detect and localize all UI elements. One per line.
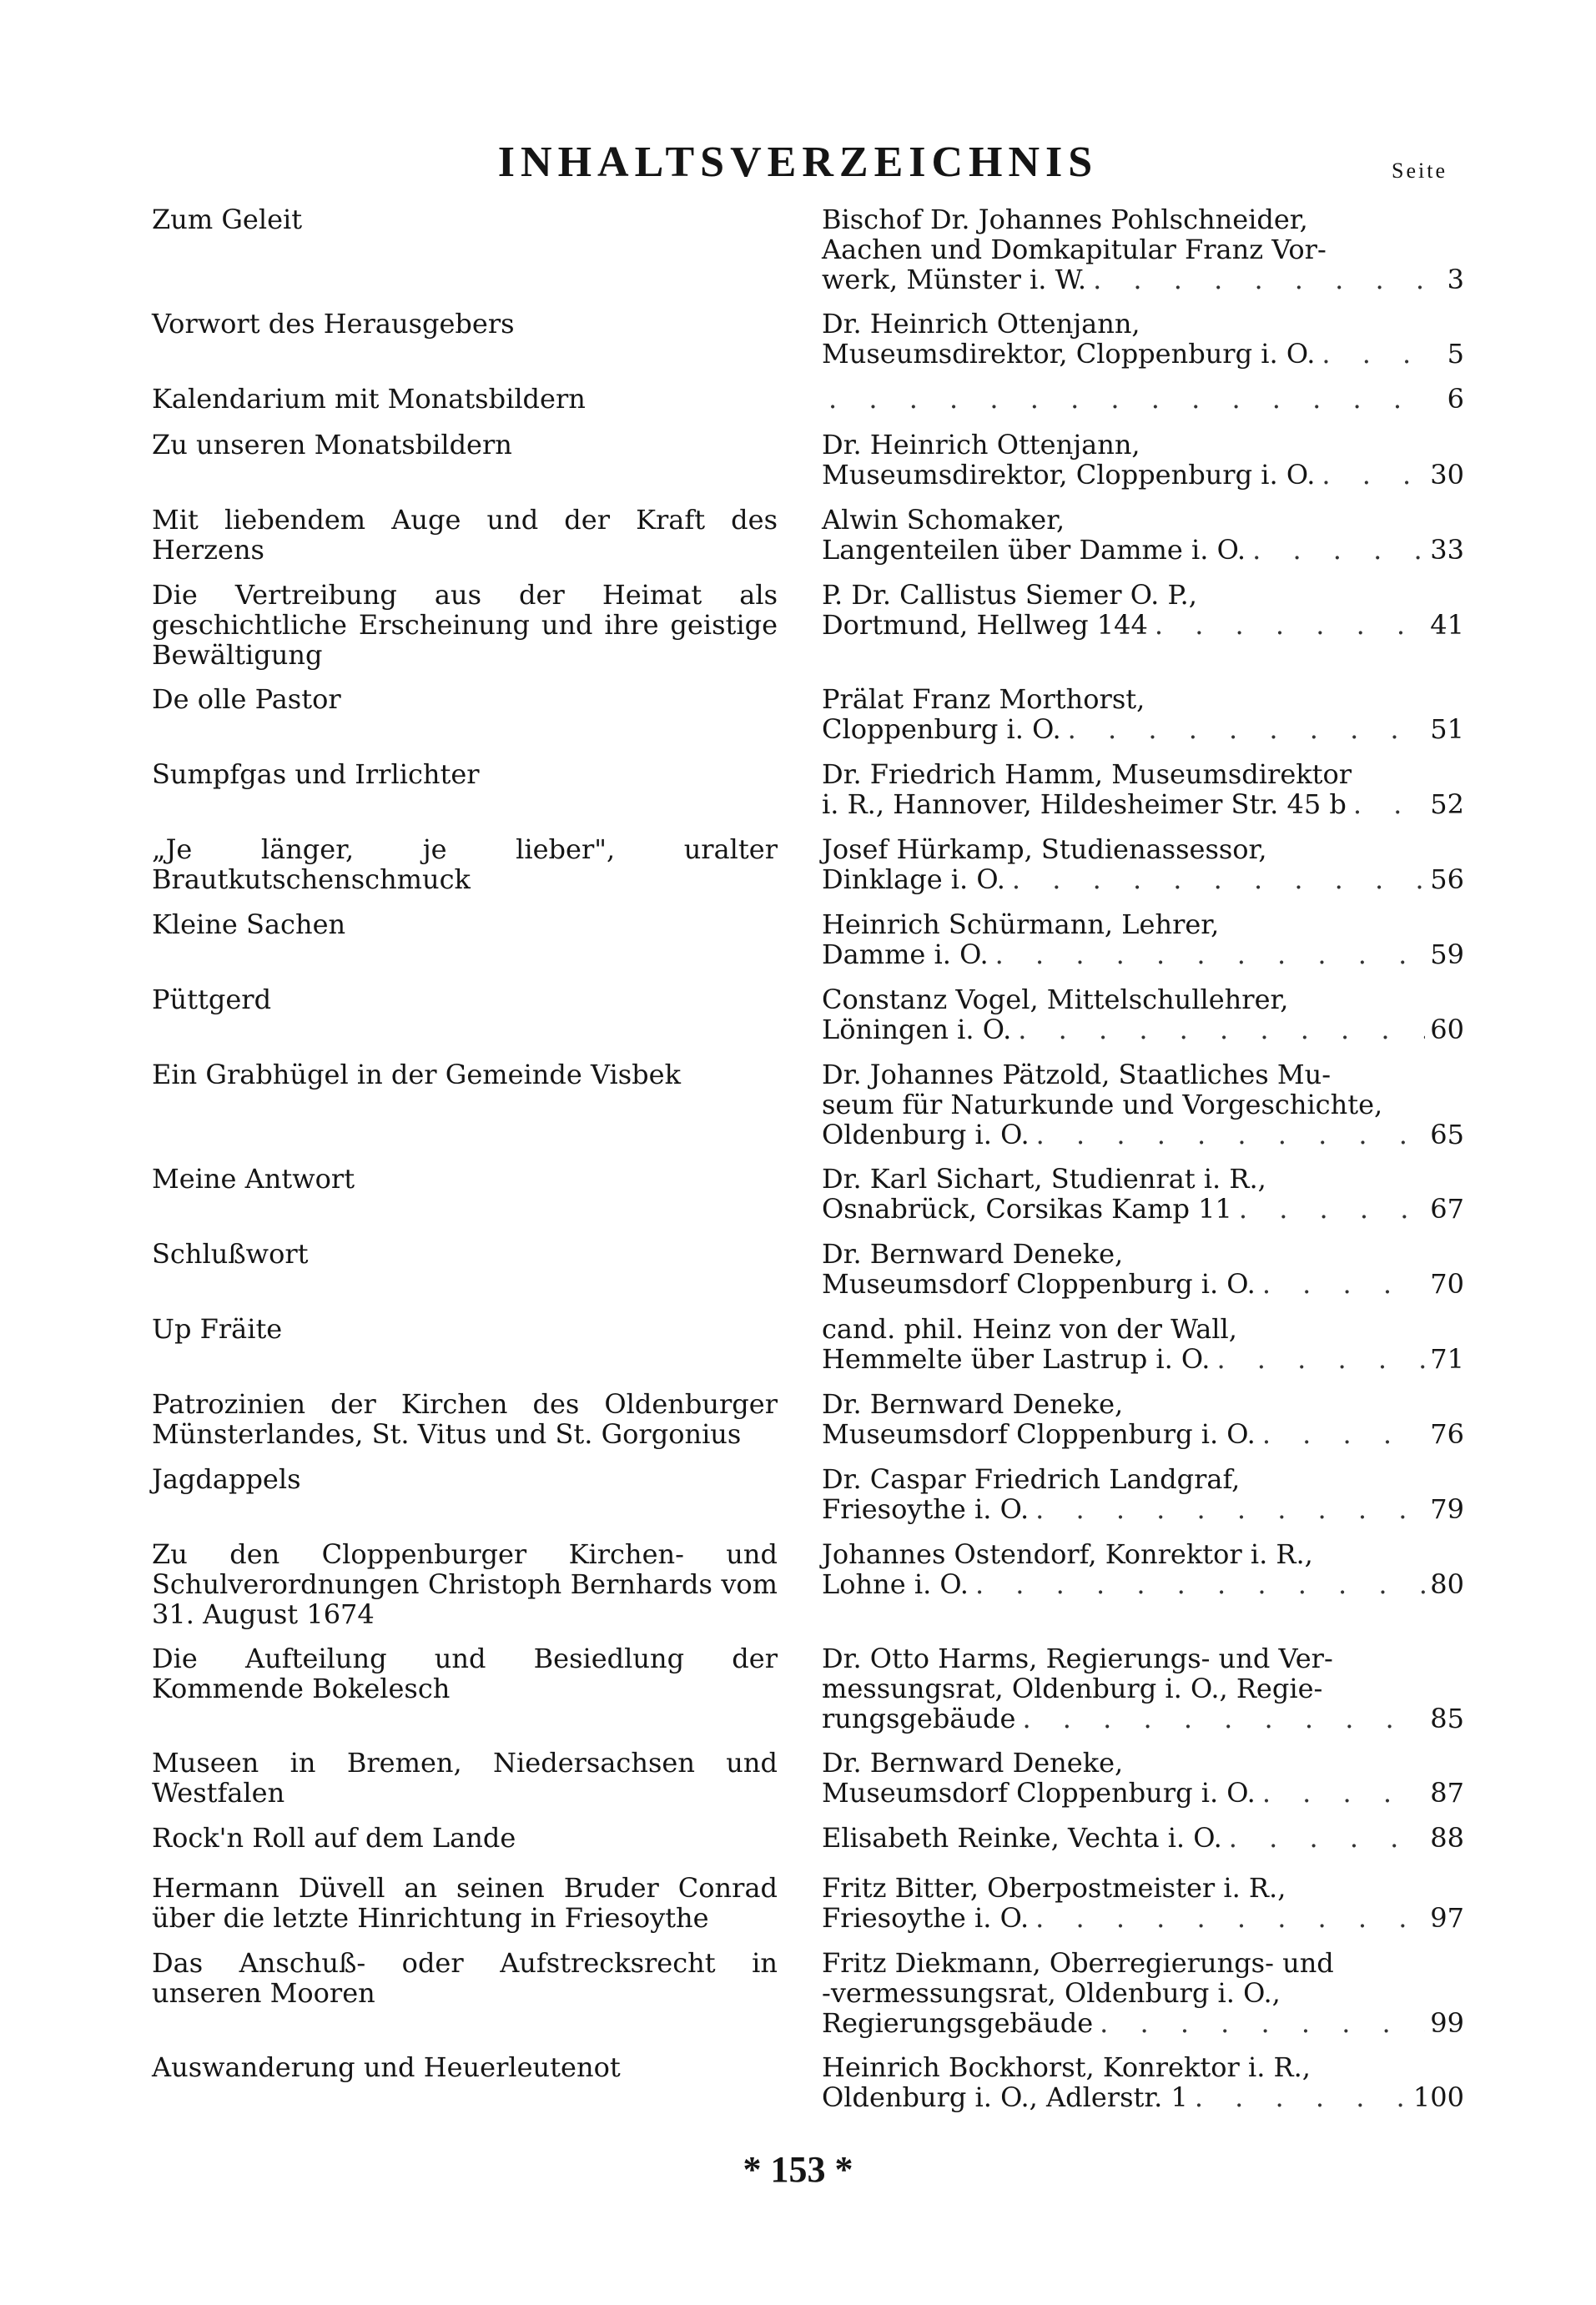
toc-entry-author xyxy=(822,430,1464,490)
author-line-text: Dr. Johannes Pätzold, Staatliches Mu- xyxy=(822,1059,1332,1090)
toc-entry-page: 85 xyxy=(1430,1703,1464,1734)
author-line-text: Elisabeth Reinke, Vechta i. O. xyxy=(822,1822,1222,1854)
author-line-text: rungsgebäude xyxy=(822,1703,1016,1734)
toc-entry-title: Das Anschuß- oder Aufstrecksrecht in unseren Mooren xyxy=(152,1947,778,2009)
author-line-text: Dr. Bernward Deneke, xyxy=(822,1388,1124,1420)
author-line xyxy=(822,580,1464,610)
toc-entry-author xyxy=(822,1748,1464,1808)
leader-dots xyxy=(1232,1194,1425,1224)
toc-entry-page: 52 xyxy=(1430,788,1464,820)
toc-entry-title: Jagdappels xyxy=(152,1463,301,1495)
leader-dots xyxy=(1011,1014,1425,1044)
author-line xyxy=(822,1778,1464,1808)
author-line-text: Heinrich Schürmann, Lehrer, xyxy=(822,908,1220,940)
author-line xyxy=(822,430,1464,460)
author-line-text: werk, Münster i. W. xyxy=(822,264,1087,295)
toc-entry-page: 88 xyxy=(1430,1822,1464,1854)
toc-entry-title: Püttgerd xyxy=(152,984,272,1015)
author-line xyxy=(822,264,1464,294)
author-line xyxy=(822,1643,1464,1673)
leader-dots xyxy=(1093,2008,1425,2038)
author-line-text: Fritz Bitter, Oberpostmeister i. R., xyxy=(822,1872,1286,1904)
author-line xyxy=(822,1494,1464,1524)
toc-entry-title: Mit liebendem Auge und der Kraft des Herzens xyxy=(152,504,778,566)
leader-dots xyxy=(1256,1419,1425,1449)
leader-dots xyxy=(1030,1120,1426,1150)
author-line xyxy=(822,684,1464,714)
toc-entry-title: Vorwort des Herausgebers xyxy=(152,308,515,340)
author-line-text: P. Dr. Callistus Siemer O. P., xyxy=(822,579,1197,611)
author-line-text: Oldenburg i. O., Adlerstr. 1 xyxy=(822,2081,1188,2113)
author-line-text: Dr. Caspar Friedrich Landgraf, xyxy=(822,1463,1241,1495)
leader-dots xyxy=(1246,535,1425,565)
toc-entry-page: 51 xyxy=(1430,713,1464,745)
toc-entry-author xyxy=(822,580,1464,640)
toc-entry-page: 71 xyxy=(1430,1343,1464,1375)
author-line-text: Langenteilen über Damme i. O. xyxy=(822,534,1246,566)
leader-dots xyxy=(1029,1903,1425,1933)
author-line xyxy=(822,1464,1464,1494)
author-line xyxy=(822,984,1464,1014)
toc-entry-page: 76 xyxy=(1430,1418,1464,1450)
author-line-text: Lohne i. O. xyxy=(822,1568,969,1600)
toc-entry-page: 99 xyxy=(1430,2007,1464,2039)
author-line xyxy=(822,1873,1464,1903)
toc-entry-title: Zum Geleit xyxy=(152,204,303,235)
leader-dots xyxy=(1061,714,1426,744)
toc-entry-title: Die Vertreibung aus der Heimat als geschichtliche Erscheinung und ihre geistige Bewältigung xyxy=(152,579,778,671)
toc-entry-author xyxy=(822,1059,1464,1150)
author-line-text: cand. phil. Heinz von der Wall, xyxy=(822,1313,1237,1345)
leader-dots xyxy=(1005,864,1425,894)
author-line-text: Aachen und Domkapitular Franz Vor- xyxy=(822,234,1327,265)
leader-dots xyxy=(1347,789,1425,819)
leader-dots xyxy=(1188,2082,1408,2112)
toc-entry-author xyxy=(822,684,1464,744)
author-line-text: Oldenburg i. O. xyxy=(822,1119,1030,1150)
author-line-text: Alwin Schomaker, xyxy=(822,504,1065,536)
author-line xyxy=(822,834,1464,864)
toc-entry-title: Hermann Düvell an seinen Bruder Conrad über die letzte Hinrichtung in Friesoythe xyxy=(152,1872,778,1934)
author-line xyxy=(822,1419,1464,1449)
author-line xyxy=(822,1344,1464,1374)
toc-entry-title: Ein Grabhügel in der Gemeinde Visbek xyxy=(152,1059,681,1090)
author-line xyxy=(822,1673,1464,1704)
page-title: INHALTSVERZEICHNIS xyxy=(497,138,1099,186)
toc-entry-author xyxy=(822,505,1464,565)
leader-dots xyxy=(989,939,1426,969)
author-line-text: Dortmund, Hellweg 144 xyxy=(822,609,1148,641)
toc-entry-author xyxy=(822,1823,1464,1853)
toc-entry-title: Schlußwort xyxy=(152,1238,309,1270)
author-line xyxy=(822,1194,1464,1224)
author-line-text: Dr. Heinrich Ottenjann, xyxy=(822,308,1140,340)
author-line xyxy=(822,2052,1464,2082)
toc-entry-page: 6 xyxy=(1447,383,1464,415)
toc-entry-page: 59 xyxy=(1430,939,1464,970)
leader-dots xyxy=(1315,460,1425,490)
leader-dots xyxy=(1256,1778,1425,1808)
toc-entry-page: 67 xyxy=(1430,1193,1464,1225)
toc-entry-title: Kleine Sachen xyxy=(152,908,346,940)
author-line-text: seum für Naturkunde und Vorgeschichte, xyxy=(822,1089,1383,1120)
author-line xyxy=(822,505,1464,535)
author-line xyxy=(822,234,1464,264)
author-line xyxy=(822,384,1464,414)
author-line xyxy=(822,1314,1464,1344)
page-number: * 153 * xyxy=(743,2149,853,2190)
author-line-text: Dr. Karl Sichart, Studienrat i. R., xyxy=(822,1163,1266,1195)
toc-entry-author xyxy=(822,909,1464,969)
author-line-text: Museumsdirektor, Cloppenburg i. O. xyxy=(822,338,1316,370)
author-line xyxy=(822,759,1464,789)
leader-dots xyxy=(1256,1269,1425,1299)
toc-entry-author xyxy=(822,1873,1464,1933)
toc-entry-title: Patrozinien der Kirchen des Oldenburger Münsterlandes, St. Vitus und St. Gorgonius xyxy=(152,1388,778,1450)
leader-dots xyxy=(1086,264,1434,294)
author-line xyxy=(822,909,1464,939)
author-line-text: Museumsdorf Cloppenburg i. O. xyxy=(822,1268,1256,1300)
leader-dots xyxy=(1315,339,1434,369)
author-line-text: Friesoythe i. O. xyxy=(822,1902,1030,1934)
author-line xyxy=(822,1120,1464,1150)
author-line xyxy=(822,2008,1464,2038)
author-line-text: Hemmelte über Lastrup i. O. xyxy=(822,1343,1211,1375)
toc-entry-title: De olle Pastor xyxy=(152,683,341,715)
toc-entry-author xyxy=(822,384,1464,414)
author-line-text: Museumsdirektor, Cloppenburg i. O. xyxy=(822,459,1316,491)
toc-entry-author xyxy=(822,1539,1464,1599)
author-line xyxy=(822,1748,1464,1778)
toc-entry-author xyxy=(822,1239,1464,1299)
toc-entry-author xyxy=(822,309,1464,369)
author-line-text: Museumsdorf Cloppenburg i. O. xyxy=(822,1418,1256,1450)
author-line-text: messungsrat, Oldenburg i. O., Regie- xyxy=(822,1673,1323,1704)
author-line-text: Dr. Bernward Deneke, xyxy=(822,1747,1124,1779)
author-line-text: Fritz Diekmann, Oberregierungs- und xyxy=(822,1947,1334,1979)
toc-entry-title: Meine Antwort xyxy=(152,1163,355,1195)
author-line xyxy=(822,1569,1464,1599)
author-line-text: Johannes Ostendorf, Konrektor i. R., xyxy=(822,1538,1313,1570)
leader-dots xyxy=(969,1569,1425,1599)
author-line-text: Dr. Otto Harms, Regierungs- und Ver- xyxy=(822,1643,1333,1674)
author-line xyxy=(822,1239,1464,1269)
toc-entry-page: 70 xyxy=(1430,1268,1464,1300)
toc-entry-author xyxy=(822,1464,1464,1524)
leader-dots xyxy=(1222,1823,1425,1853)
author-line-text: Dr. Friedrich Hamm, Museumsdirektor xyxy=(822,758,1352,790)
author-line xyxy=(822,460,1464,490)
leader-dots xyxy=(1210,1344,1425,1374)
toc-entry-page: 5 xyxy=(1447,338,1464,370)
toc-entry-author xyxy=(822,1643,1464,1734)
author-line-text: Osnabrück, Corsikas Kamp 11 xyxy=(822,1193,1232,1225)
toc-entry-author xyxy=(822,204,1464,294)
author-line xyxy=(822,1269,1464,1299)
leader-dots xyxy=(1015,1704,1425,1734)
author-line-text: Constanz Vogel, Mittelschullehrer, xyxy=(822,984,1289,1015)
toc-entry-page: 87 xyxy=(1430,1777,1464,1809)
toc-entry-page: 3 xyxy=(1447,264,1464,295)
author-line xyxy=(822,1903,1464,1933)
toc-entry-title: Up Fräite xyxy=(152,1313,283,1345)
author-line-text: Prälat Franz Morthorst, xyxy=(822,683,1145,715)
author-line-text: Bischof Dr. Johannes Pohlschneider, xyxy=(822,204,1308,235)
leader-dots xyxy=(1029,1494,1425,1524)
toc-entry-author xyxy=(822,2052,1464,2112)
toc-entry-page: 65 xyxy=(1430,1119,1464,1150)
author-line xyxy=(822,1823,1464,1853)
toc-entry-page: 33 xyxy=(1430,534,1464,566)
author-line xyxy=(822,1978,1464,2008)
toc-entry-page: 30 xyxy=(1430,459,1464,491)
author-line xyxy=(822,2082,1464,2112)
author-line-text: Regierungsgebäude xyxy=(822,2007,1094,2039)
author-line-text: Löningen i. O. xyxy=(822,1014,1012,1045)
toc-entry-page: 97 xyxy=(1430,1902,1464,1934)
author-line xyxy=(822,789,1464,819)
leader-dots xyxy=(1148,610,1425,640)
toc-entry-author xyxy=(822,984,1464,1044)
author-line xyxy=(822,204,1464,234)
toc-entry-author xyxy=(822,1389,1464,1449)
toc-entry-title: Zu unseren Monatsbildern xyxy=(152,429,512,460)
author-line-text: i. R., Hannover, Hildesheimer Str. 45 b xyxy=(822,788,1347,820)
author-line xyxy=(822,1389,1464,1419)
author-line-text: Cloppenburg i. O. xyxy=(822,713,1061,745)
author-line xyxy=(822,1704,1464,1734)
toc-entry-title: Die Aufteilung und Besiedlung der Kommende Bokelesch xyxy=(152,1643,778,1704)
author-line-text: Dinklage i. O. xyxy=(822,863,1005,895)
author-line xyxy=(822,1059,1464,1090)
author-line xyxy=(822,1090,1464,1120)
author-line-text: Josef Hürkamp, Studienassessor, xyxy=(822,833,1267,865)
page-column-label: Seite xyxy=(1392,159,1447,183)
author-line-text: Heinrich Bockhorst, Konrektor i. R., xyxy=(822,2051,1311,2083)
author-line-text: Friesoythe i. O. xyxy=(822,1493,1030,1525)
toc-entry-page: 41 xyxy=(1430,609,1464,641)
author-line xyxy=(822,714,1464,744)
toc-entry-page: 56 xyxy=(1430,863,1464,895)
toc-entry-title: „Je länger, je lieber", uralter Brautkutschenschmuck xyxy=(152,833,778,895)
author-line xyxy=(822,1539,1464,1569)
author-line-text: Museumsdorf Cloppenburg i. O. xyxy=(822,1777,1256,1809)
author-line xyxy=(822,339,1464,369)
author-line-text: Damme i. O. xyxy=(822,939,989,970)
toc-entry-title: Auswanderung und Heuerleutenot xyxy=(152,2051,621,2083)
author-line xyxy=(822,309,1464,339)
leader-dots xyxy=(822,384,1434,414)
author-line xyxy=(822,1948,1464,1978)
toc-entry-author xyxy=(822,759,1464,819)
toc-entry-title: Museen in Bremen, Niedersachsen und Westfalen xyxy=(152,1747,778,1809)
author-line xyxy=(822,864,1464,894)
toc-entry-page: 60 xyxy=(1430,1014,1464,1045)
toc-entry-title: Rock'n Roll auf dem Lande xyxy=(152,1822,516,1854)
author-line xyxy=(822,939,1464,969)
author-line-text: Dr. Bernward Deneke, xyxy=(822,1238,1124,1270)
toc-entry-author xyxy=(822,1314,1464,1374)
toc-entry-page: 79 xyxy=(1430,1493,1464,1525)
toc-entry-title: Sumpfgas und Irrlichter xyxy=(152,758,480,790)
author-line xyxy=(822,610,1464,640)
toc-entry-title: Kalendarium mit Monatsbildern xyxy=(152,383,586,415)
toc-entry-title: Zu den Cloppenburger Kirchen- und Schulverordnungen Christoph Bernhards vom 31. August 1674 xyxy=(152,1538,778,1630)
author-line xyxy=(822,1164,1464,1194)
toc-entry-author xyxy=(822,834,1464,894)
toc-entry-author xyxy=(822,1164,1464,1224)
toc-entry-author xyxy=(822,1948,1464,2038)
toc-entry-page: 80 xyxy=(1430,1568,1464,1600)
author-line xyxy=(822,535,1464,565)
author-line-text: -vermessungsrat, Oldenburg i. O., xyxy=(822,1977,1281,2009)
author-line-text: Dr. Heinrich Ottenjann, xyxy=(822,429,1140,460)
toc-entry-page: 100 xyxy=(1412,2081,1464,2113)
author-line xyxy=(822,1014,1464,1044)
